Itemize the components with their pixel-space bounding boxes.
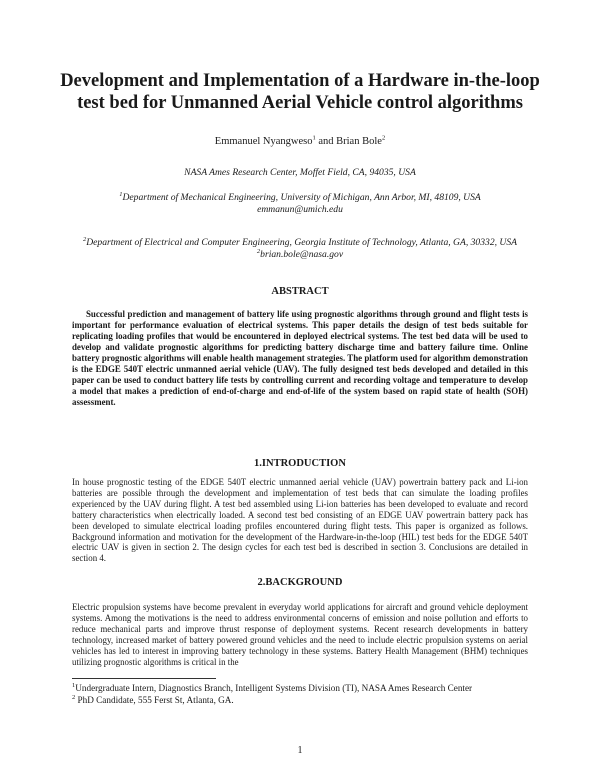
background-text: Electric propulsion systems have become prevalent in everyday world applications for aircraft and ground vehicle deployment systems. Among the motivations is the need to address environmental concerns of emission and noise pollution and efforts to reduce mechanical parts and improve thrust response of deployment systems. Recent research developments in battery technology, increased market of battery powered ground vehicles and the need to include electric propulsion systems on aerial vehicles has led to interest in improving battery technology in these systems. Battery Health Management (BHM) techniques utilizing prognostic algorithms is critical in the	[72, 602, 528, 667]
footnote-2	[72, 695, 542, 706]
affiliation-nasa: NASA Ames Research Center, Moffet Field, CA, 94035, USA	[184, 167, 416, 178]
affiliation-gatech	[40, 237, 560, 261]
author-1: Emmanuel Nyangweso	[214, 136, 313, 147]
footnote-2-mark: 2	[72, 693, 76, 701]
background-heading: 2.BACKGROUND	[257, 577, 343, 588]
affiliation-umich-email: emmanun@umich.edu	[257, 204, 343, 215]
footnote-1-text: Undergraduate Intern, Diagnostics Branch, Intelligent Systems Division (TI), NASA Ames Research Center	[75, 683, 473, 693]
abstract-text: Successful prediction and management of battery life using prognostic algorithms through ground and flight tests is important for performance evaluation of electrical systems. This paper details the design of test beds suitable for replicating loading profiles that would be encountered in deployed electrical systems. The test bed data will be used to develop and validate prognostic algorithms for predicting battery discharge time and battery failure time. Online battery prognostic algorithms will enable health management strategies. The platform used for algorithm demonstration is the EDGE 540T electric unmanned aerial vehicle (UAV). The fully designed test beds developed and detailed in this paper can be used to conduct battery life tests by controlling current and recording voltage and temperature to develop a model that makes a prediction of end-of-charge and end-of-life of the system based on rapid state of health (SOH) assessment.	[72, 309, 528, 407]
footnote-1	[72, 683, 542, 694]
affiliation-umich-mark: 1	[119, 190, 123, 198]
page-number: 1	[297, 745, 303, 756]
footnote-1-mark: 1	[72, 681, 76, 689]
affiliation-umich-text: Department of Mechanical Engineering, University of Michigan, Ann Arbor, MI, 48109, USA	[122, 192, 481, 203]
introduction-heading: 1.INTRODUCTION	[254, 458, 346, 469]
affiliation-gatech-email: brian.bole@nasa.gov	[260, 249, 344, 260]
affiliation-umich	[40, 192, 560, 216]
affiliation-gatech-text: Department of Electrical and Computer Engineering, Georgia Institute of Technology, Atlanta, GA, 30332, USA	[86, 237, 518, 248]
footnote-divider	[72, 678, 216, 679]
affiliation-gatech-email-mark: 2	[256, 247, 261, 255]
author-2-affil-mark: 2	[381, 134, 386, 142]
footnote-2-text: PhD Candidate, 555 Ferst St, Atlanta, GA.	[75, 695, 234, 705]
paper-title: Development and Implementation of a Hardware in-the-loop test bed for Unmanned Aerial Vehicle control algorithms	[60, 71, 540, 113]
author-line	[0, 136, 600, 147]
abstract-heading: ABSTRACT	[271, 286, 329, 297]
affiliation-gatech-mark: 2	[82, 235, 87, 243]
author-1-affil-mark: 1	[312, 134, 316, 142]
introduction-text: In house prognostic testing of the EDGE 540T electric unmanned aerial vehicle (UAV) powertrain battery pack and Li-ion batteries are possible through the development and implementation of test beds that can simulate the loading profiles experienced by the UAV during flight. A test bed assembled using Li-ion batteries has been developed to evaluate and record battery characteristics when electrically loaded. A second test bed consisting of an EDGE UAV powertrain battery pack has been developed to simulate electrical loading profiles encountered during flight tests. This paper is organized as follows. Background information and motivation for the development of the Hardware-in-the-loop (HIL) test beds for the EDGE 540T electric UAV is given in section 2. The design cycles for each test bed is described in section 3. Conclusions are detailed in section 4.	[72, 477, 528, 564]
author-2: and Brian Bole	[315, 136, 382, 147]
